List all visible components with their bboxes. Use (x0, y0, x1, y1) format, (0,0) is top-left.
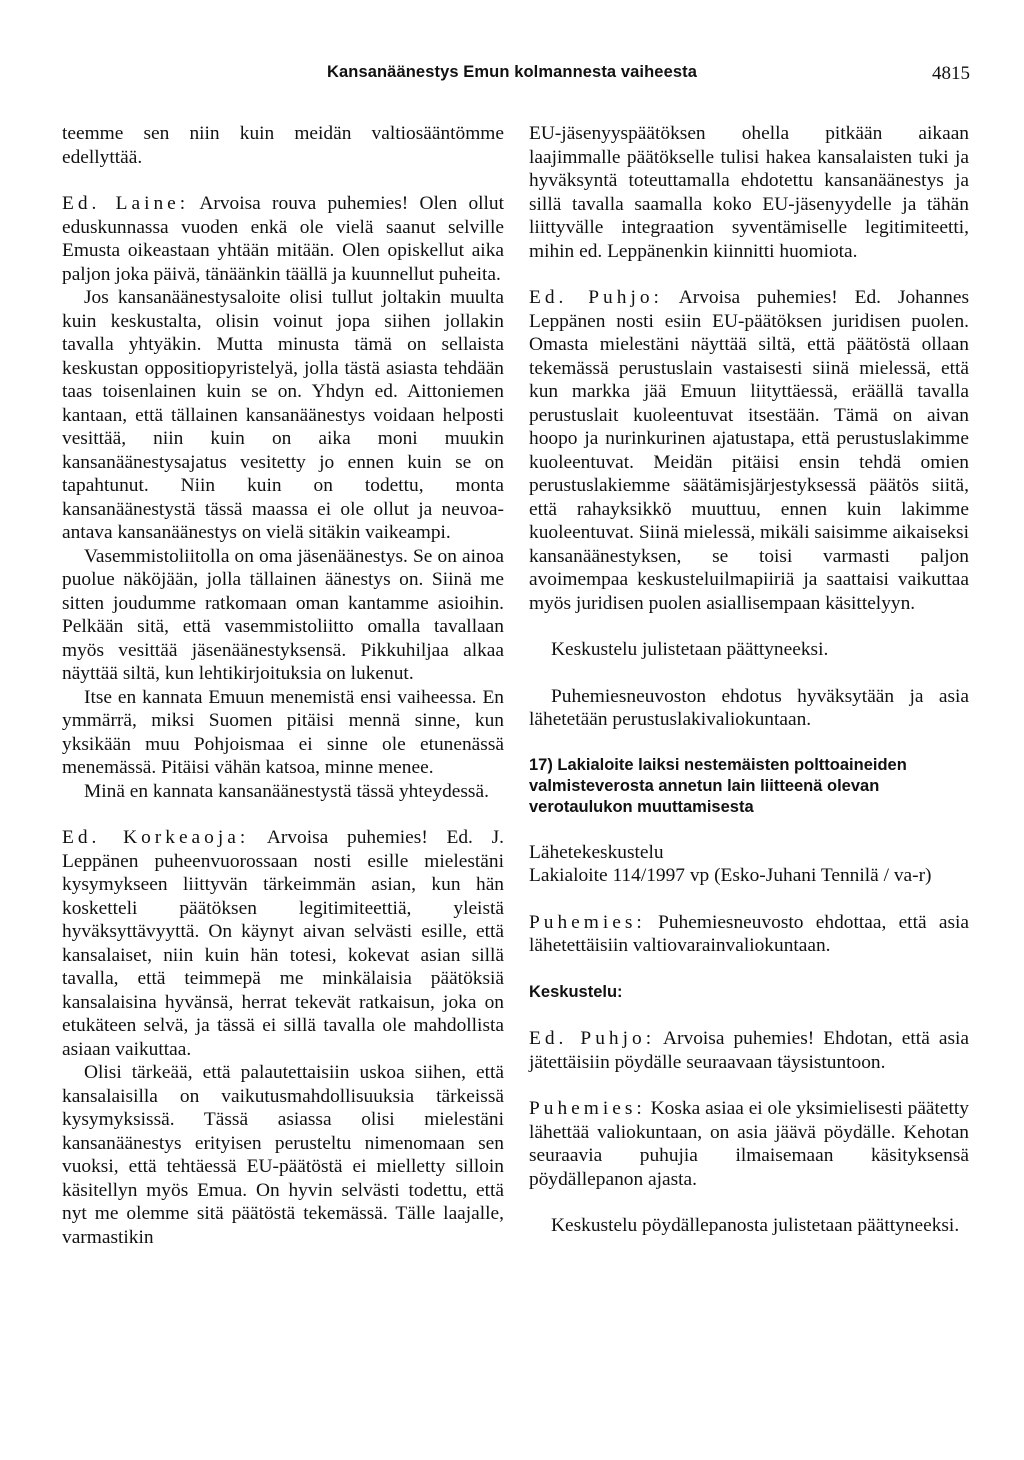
speech-paragraph (529, 1027, 969, 1074)
speech-paragraph (529, 286, 969, 615)
speech-text: Puhemiesneuvosto ehdottaa, että asia lähetettäisiin valtiovarainvaliokuntaan. (529, 911, 969, 956)
speech-text: Arvoisa rouva puhemies! Olen ollut eduskunnassa vuoden enkä ole vielä saanut selville Emusta oikeastaan yhtään mitään. Olen opiskellut aika paljon joka päivä, tänäänkin täällä ja kuunnellut puheita. (62, 193, 504, 285)
debate-type: Lähetekeskustelu (529, 841, 664, 863)
bill-reference: Lakialoite 114/1997 vp (Esko-Juhani Tennilä / va-r) (529, 865, 932, 886)
speech-paragraph (529, 1097, 969, 1191)
paragraph: EU-jäsenyyspäätöksen ohella pitkään aikaan laajimmalle päätökselle tulisi hakea kansalaisten tuki ja hyväksyntä toteuttamalla ehdotettu kansanäänestys ja sillä tavalla saamalla koko EU-jäsenyydelle ja tähän liittyvälle integraation syventämiselle legitimiteetti, mihin ed. Leppänenkin kiinnitti huomiota. (529, 123, 969, 262)
paragraph: Jos kansanäänestysaloite olisi tullut joltakin muulta kuin keskustalta, olisin voinut jopa siihen jollakin tavalla yhtyäkin. Mutta minusta tämä on sellaista keskustan oppositiopyristelyä, jolla tästä asiasta tehdään taas toisenlainen kuin se on. Yhdyn ed. Aittoniemen kantaan, että tällainen kansanäänestys voidaan helposti vesittää, niin kuin on aika moni muukin kansanäänestysajatus vesitetty jo ennen kuin se on tapahtunut. Niin kuin on todettu, monta kansanäänestystä tässä maassa ei ole ollut ja neuvoa-antava kansanäänestys on vielä sitäkin vaikeampi. (62, 287, 504, 543)
speaker-name: Ed. Puhjo: (529, 1028, 656, 1049)
speech-text: Arvoisa puhemies! Ehdotan, että asia jätettäisiin pöydälle seuraavaan täysistuntoon. (529, 1028, 969, 1073)
speaker-name: Puhemies: (529, 1098, 646, 1119)
speech-paragraph (529, 911, 969, 958)
paragraph: Itse en kannata Emuun menemistä ensi vaiheessa. En ymmärrä, miksi Suomen pitäisi mennä sinne, kun yksikään muu Pohjoismaa ei sinne ole etunenässä menemässä. Pitäisi vähän katsoa, minne menee. (62, 686, 504, 778)
left-column (62, 122, 504, 1249)
speech-paragraph (62, 826, 504, 1061)
agenda-item-heading: 17) Lakialoite laiksi nestemäisten polttoaineiden valmisteverosta annetun lain liitteenä olevan verotaulukon muuttamisesta (529, 755, 907, 816)
paragraph: Olisi tärkeää, että palautettaisiin uskoa siihen, että kansalaisilla on vaikutusmahdollisuuksia tärkeissä kysymyksissä. Tässä asiassa olisi mielestäni kansanäänestys erityisen perusteltu nimenomaan sen vuoksi, että tehtäessä EU-päätöstä ei mielletty silloin käsitellyn myös Emua. On hyvin selvästi todettu, että nyt me olemme sitä päätöstä tekemässä. Tälle laajalle, varmastikin (62, 1062, 504, 1248)
speech-text: Koska asiaa ei ole yksimielisesti päätetty lähettää valiokuntaan, on asia jäävä pöydälle. Kehotan seuraavia puhujia ilmaisemaan käsityksensä pöydällepanon ajasta. (529, 1098, 969, 1190)
speech-text: Arvoisa puhemies! Ed. Johannes Leppänen nosti esiin EU-päätöksen juridisen puolen. Omasta mielestäni näyttää siltä, että päätöstä ollaan tekemässä perustuslain vastaisesti siinä mielessä, että kun markka jää Emuun liityttäessä, eräällä tavalla perustuslait kuoleentuvat itsestään. Tämä on aivan hoopo ja nurinkurinen ajatustapa, että perustuslakimme kuoleentuvat. Meidän pitäisi ensin tehdä omien perustuslakiemme säätämisjärjestyksessä päätös siitä, että rahayksikkö muuttuu, ennen kuin lakimme kuoleentuvat. Siinä mielessä, mikäli saisimme aikaiseksi kansanäänestyksen, se toisi varmasti paljon avoimempaa keskusteluilmapiiriä ja saattaisi vaikuttaa myös juridisen puolen asiallisempaan käsittelyyn. (529, 287, 969, 614)
discussion-label: Keskustelu: (529, 982, 623, 1001)
speaker-name: Puhemies: (529, 911, 646, 933)
paragraph: Keskustelu julistetaan päättyneeksi. (551, 639, 829, 660)
speaker-name: Ed. Laine: (62, 193, 190, 214)
paragraph: Keskustelu pöydällepanosta julistetaan päättyneeksi. (551, 1215, 960, 1236)
paragraph: Minä en kannata kansanäänestystä tässä yhteydessä. (84, 780, 489, 802)
speaker-name: Ed. Korkeaoja: (62, 827, 250, 848)
right-column (529, 122, 969, 1238)
page-number: 4815 (932, 63, 970, 84)
speech-paragraph (62, 192, 504, 286)
paragraph: Vasemmistoliitolla on oma jäsenäänestys. Se on ainoa puolue näköjään, jolla tällainen äänestys on. Siinä me sitten joudumme ratkomaan oman kantamme asioihin. Pelkään sitä, että vasemmistoliitto omalla tavallaan myös vesittää jäsenäänestyksensä. Pikkuhiljaa alkaa näyttää siltä, kun lehtikirjoituksia on lukenut. (62, 545, 504, 684)
paragraph: teemme sen niin kuin meidän valtiosääntömme edellyttää. (62, 123, 504, 168)
paragraph: Puhemiesneuvoston ehdotus hyväksytään ja asia lähetetään perustuslakivaliokuntaan. (529, 685, 969, 730)
speaker-name: Ed. Puhjo: (529, 287, 663, 308)
running-header-title: Kansanäänestys Emun kolmannesta vaiheesta (326, 63, 697, 81)
speech-text: Arvoisa puhemies! Ed. J. Leppänen puheenvuorossaan nosti esille mielestäni kysymykseen liittyvän tärkeimmän asian, kun hän kosketteli päätöksen legitimiteettiä, yleistä hyväksyttävyyttä. On käynyt aivan selvästi esille, että kansalaiset, niin kuin hän totesi, kokevat asian sillä tavalla, että teimmepä me minkälaisia päätöksiä kansalaisina hyvänsä, herrat tekevät ratkaisun, joka on etukäteen selvä, ja tässä ei sillä tavalla ole mahdollista asiaan vaikuttaa. (62, 827, 504, 1060)
